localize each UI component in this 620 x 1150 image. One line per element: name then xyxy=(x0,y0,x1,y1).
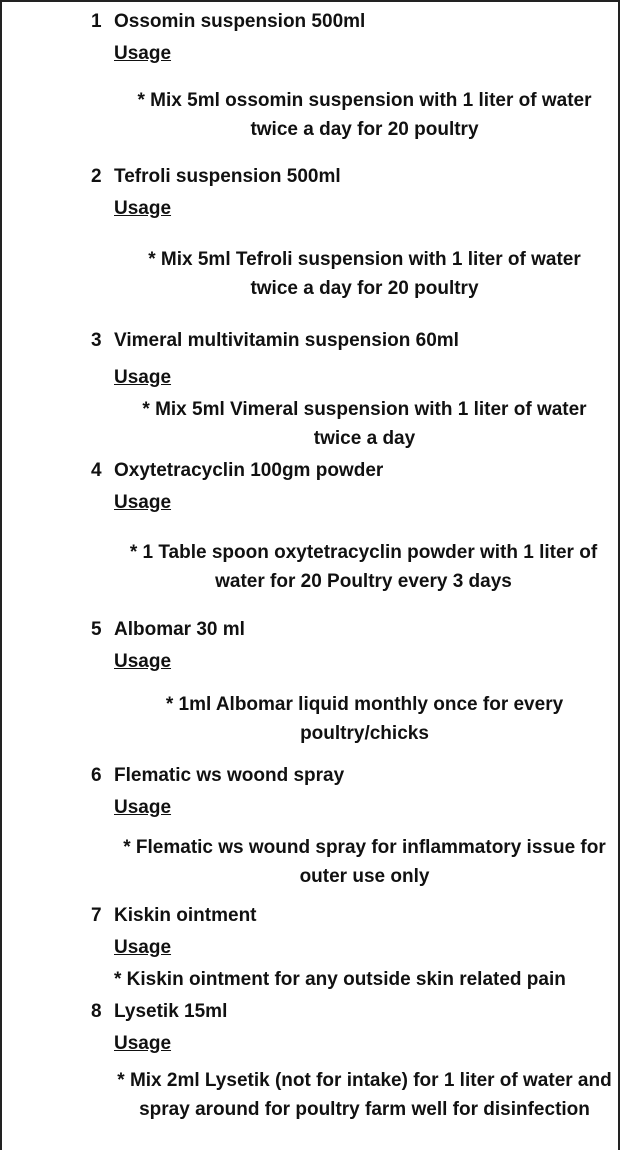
usage-instruction: * Mix 5ml Vimeral suspension with 1 liter of water twice a day xyxy=(142,399,587,449)
item-name: Ossomin suspension 500ml xyxy=(114,11,366,32)
usage-label: Usage xyxy=(114,651,172,672)
usage-label: Usage xyxy=(114,937,172,958)
usage-instruction: * Flematic ws wound spray for inflammatory issue for outer use only xyxy=(123,837,606,887)
usage-label: Usage xyxy=(114,43,172,64)
item-number: 4 xyxy=(91,460,102,481)
item-name: Lysetik 15ml xyxy=(114,1001,228,1022)
usage-label: Usage xyxy=(114,797,172,818)
usage-label: Usage xyxy=(114,492,172,513)
item-name: Kiskin ointment xyxy=(114,905,257,926)
item-name: Vimeral multivitamin suspension 60ml xyxy=(114,330,459,351)
item-name: Flematic ws woond spray xyxy=(114,765,345,786)
usage-instruction: * Mix 5ml ossomin suspension with 1 liter of water twice a day for 20 poultry xyxy=(137,90,592,140)
usage-instruction: * 1ml Albomar liquid monthly once for every poultry/chicks xyxy=(165,694,564,744)
usage-label: Usage xyxy=(114,1033,172,1054)
item-number: 7 xyxy=(91,905,102,926)
item-name: Albomar 30 ml xyxy=(114,619,245,640)
usage-instruction: * Kiskin ointment for any outside skin related pain xyxy=(114,969,566,990)
usage-instruction: * Mix 2ml Lysetik (not for intake) for 1 liter of water and spray around for poultry farm well for disinfection xyxy=(117,1070,612,1120)
item-number: 2 xyxy=(91,166,102,187)
item-name: Tefroli suspension 500ml xyxy=(114,166,341,187)
item-number: 1 xyxy=(91,11,102,32)
item-number: 8 xyxy=(91,1001,102,1022)
usage-instruction: * Mix 5ml Tefroli suspension with 1 liter of water twice a day for 20 poultry xyxy=(148,249,581,299)
usage-instruction: * 1 Table spoon oxytetracyclin powder with 1 liter of water for 20 Poultry every 3 days xyxy=(129,542,598,592)
usage-label: Usage xyxy=(114,198,172,219)
usage-label: Usage xyxy=(114,367,172,388)
item-name: Oxytetracyclin 100gm powder xyxy=(114,460,384,481)
item-number: 5 xyxy=(91,619,102,640)
item-number: 3 xyxy=(91,330,102,351)
item-number: 6 xyxy=(91,765,102,786)
